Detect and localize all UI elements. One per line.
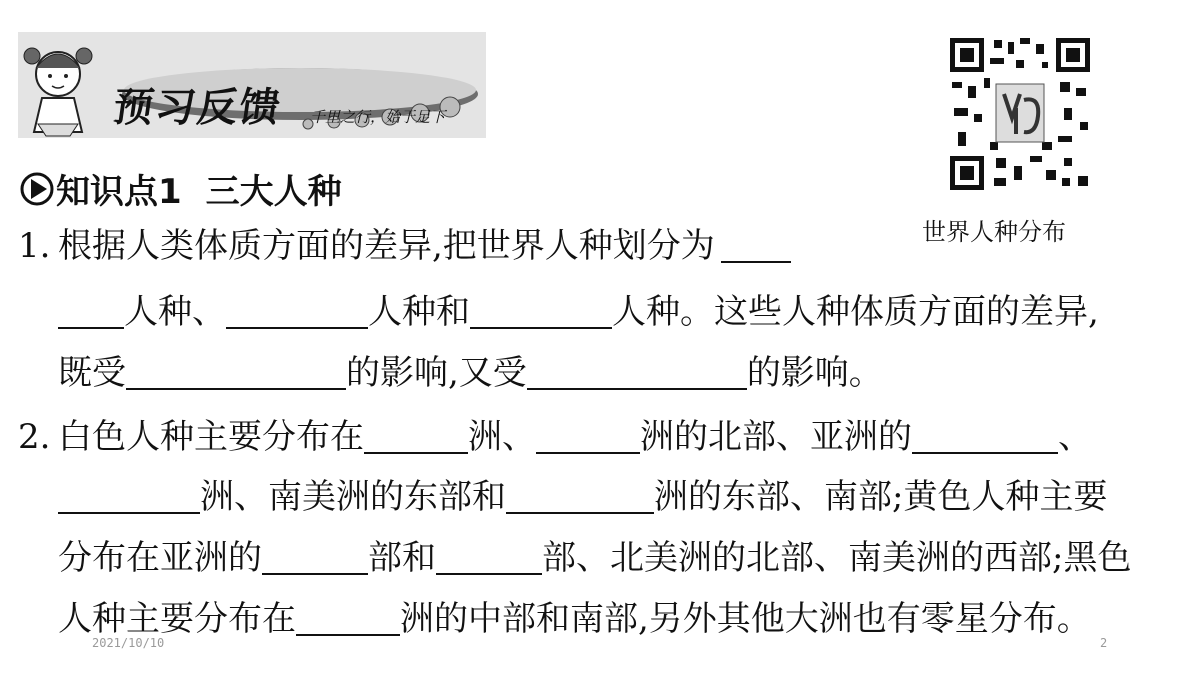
- answer-blank[interactable]: [364, 418, 468, 454]
- question-1-line-2: [58, 291, 1099, 333]
- question-1-line-1: [18, 225, 791, 267]
- question-text: 人种主要分布在: [58, 599, 296, 639]
- question-text: 人种、: [124, 292, 226, 332]
- question-text: 人种。这些人种体质方面的差异,: [612, 292, 1099, 332]
- qr-code[interactable]: [950, 38, 1090, 190]
- answer-blank[interactable]: [912, 418, 1058, 454]
- question-text: 人种和: [368, 292, 470, 332]
- section-heading: [20, 164, 342, 213]
- play-circle-icon: [20, 172, 54, 206]
- question-text: 白色人种主要分布在: [58, 417, 364, 457]
- question-number: 1.: [18, 226, 51, 266]
- question-text: 洲的东部、南部;黄色人种主要: [654, 477, 1108, 517]
- section-heading-prefix: 知识点1: [56, 172, 182, 212]
- question-2-line-3: [58, 537, 1131, 579]
- question-2-line-4: [58, 598, 1091, 640]
- question-text: 的影响。: [746, 353, 883, 393]
- answer-blank[interactable]: [58, 478, 200, 514]
- answer-blank[interactable]: [527, 354, 747, 390]
- answer-blank[interactable]: [436, 539, 542, 575]
- question-text: 、: [1058, 417, 1092, 457]
- preview-feedback-banner: [18, 32, 486, 138]
- answer-blank[interactable]: [296, 600, 400, 636]
- answer-blank[interactable]: [262, 539, 368, 575]
- question-text: 洲、南美洲的东部和: [200, 477, 506, 517]
- page-number: 2: [1100, 636, 1108, 650]
- question-2-line-1: [18, 416, 1092, 458]
- question-text: 根据人类体质方面的差异,把世界人种划分为: [58, 226, 715, 266]
- question-text: 既受: [58, 353, 126, 393]
- question-text: 部、北美洲的北部、南美洲的西部;黑色: [542, 538, 1132, 578]
- question-text: 的影响,又受: [346, 353, 527, 393]
- question-text: 洲的中部和南部,另外其他大洲也有零星分布。: [400, 599, 1091, 639]
- answer-blank[interactable]: [721, 227, 791, 263]
- question-1-line-3: [58, 352, 883, 394]
- answer-blank[interactable]: [470, 293, 612, 329]
- question-text: 分布在亚洲的: [58, 538, 262, 578]
- footer-date: 2021/10/10: [92, 636, 165, 650]
- banner-title: 预习反馈: [110, 85, 285, 131]
- answer-blank[interactable]: [506, 478, 654, 514]
- answer-blank[interactable]: [226, 293, 368, 329]
- answer-blank[interactable]: [126, 354, 346, 390]
- question-2-line-2: [58, 476, 1107, 518]
- question-number: 2.: [18, 417, 51, 457]
- qr-caption: 世界人种分布: [922, 218, 1066, 246]
- question-text: 洲的北部、亚洲的: [640, 417, 912, 457]
- answer-blank[interactable]: [58, 293, 124, 329]
- banner-motto: 千里之行，始于足下: [310, 108, 446, 126]
- question-text: 洲、: [468, 417, 536, 457]
- answer-blank[interactable]: [536, 418, 640, 454]
- section-heading-title: 三大人种: [205, 172, 342, 212]
- question-text: 部和: [368, 538, 436, 578]
